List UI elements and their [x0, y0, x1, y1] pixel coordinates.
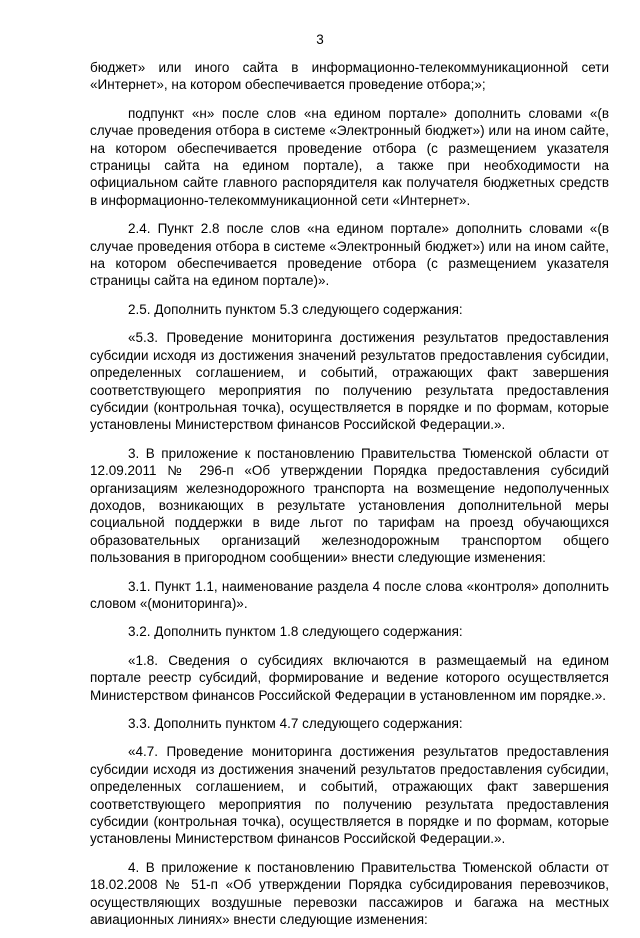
page-number: 3 [316, 32, 324, 47]
paragraph: 2.5. Дополнить пунктом 5.3 следующего содержания: [128, 301, 463, 317]
document-body [90, 59, 609, 938]
paragraph: 4. В приложение к постановлению Правительства Тюменской области от 18.02.2008 № 51-п «Об утверждении Порядка субсидирования перевозчиков, осуществляющих воздушные перевозки пассажиров и багажа на местных авиационных линиях» внести следующие изменения: [90, 859, 609, 928]
paragraph: «4.7. Проведение мониторинга достижения результатов предоставления субсидии исходя из достижения значений результатов предоставления субсидии, определенных соглашением, и событий, отражающих факт завершения соответствующего мероприятия по получению результата предоставления субсидии (контрольная точка), осуществляется в порядке и по формам, которые установлены Министерством финансов Российской Федерации.». [90, 744, 609, 847]
paragraph: 3.2. Дополнить пунктом 1.8 следующего содержания: [128, 624, 463, 640]
paragraph: 3. В приложение к постановлению Правительства Тюменской области от 12.09.2011 № 296-п «Об утверждении Порядка предоставления субсидий организациям железнодорожного транспорта на возмещение недополученных доходов, возникающих в результате установления дополнительной меры социальной поддержки в виде льгот по тарифам на проезд обучающихся образовательных организаций железнодорожным транспортом общего пользования в пригородном сообщении» внести следующие изменения: [90, 445, 609, 566]
paragraph: бюджет» или иного сайта в информационно-телекоммуникационной сети «Интернет», на котором обеспечивается проведение отбора;»; [90, 60, 609, 93]
paragraph: 2.4. Пункт 2.8 после слов «на едином портале» дополнить словами «(в случае проведения отбора в системе «Электронный бюджет») или на ином сайте, на котором обеспечивается проведение отбора (с размещением указателя страницы сайта на едином портале)». [90, 221, 609, 289]
paragraph: «5.3. Проведение мониторинга достижения результатов предоставления субсидии исходя из достижения значений результатов предоставления субсидии, определенных соглашением, и событий, отражающих факт завершения соответствующего мероприятия по получению результата предоставления субсидии (контрольная точка), осуществляется в порядке и по формам, которые установлены Министерством финансов Российской Федерации.». [90, 330, 609, 433]
paragraph: подпункт «н» после слов «на едином портале» дополнить словами «(в случае проведения отбора в системе «Электронный бюджет») или на ином сайте, на котором обеспечивается проведение отбора (с размещением указателя страницы сайта на едином портале), а также при необходимости на официальном сайте главного распорядителя как получателя бюджетных средств в информационно-телекоммуникационной сети «Интернет». [90, 105, 609, 208]
paragraph: 3.3. Дополнить пунктом 4.7 следующего содержания: [128, 716, 463, 731]
paragraph: «1.8. Сведения о субсидиях включаются в размещаемый на едином портале реестр субсидий, формирование и ведение которого осуществляется Министерством финансов Российской Федерации в установленном им порядке.». [90, 652, 609, 703]
paragraph: 3.1. Пункт 1.1, наименование раздела 4 после слова «контроля» дополнить словом «(мониторинга)». [90, 578, 609, 611]
